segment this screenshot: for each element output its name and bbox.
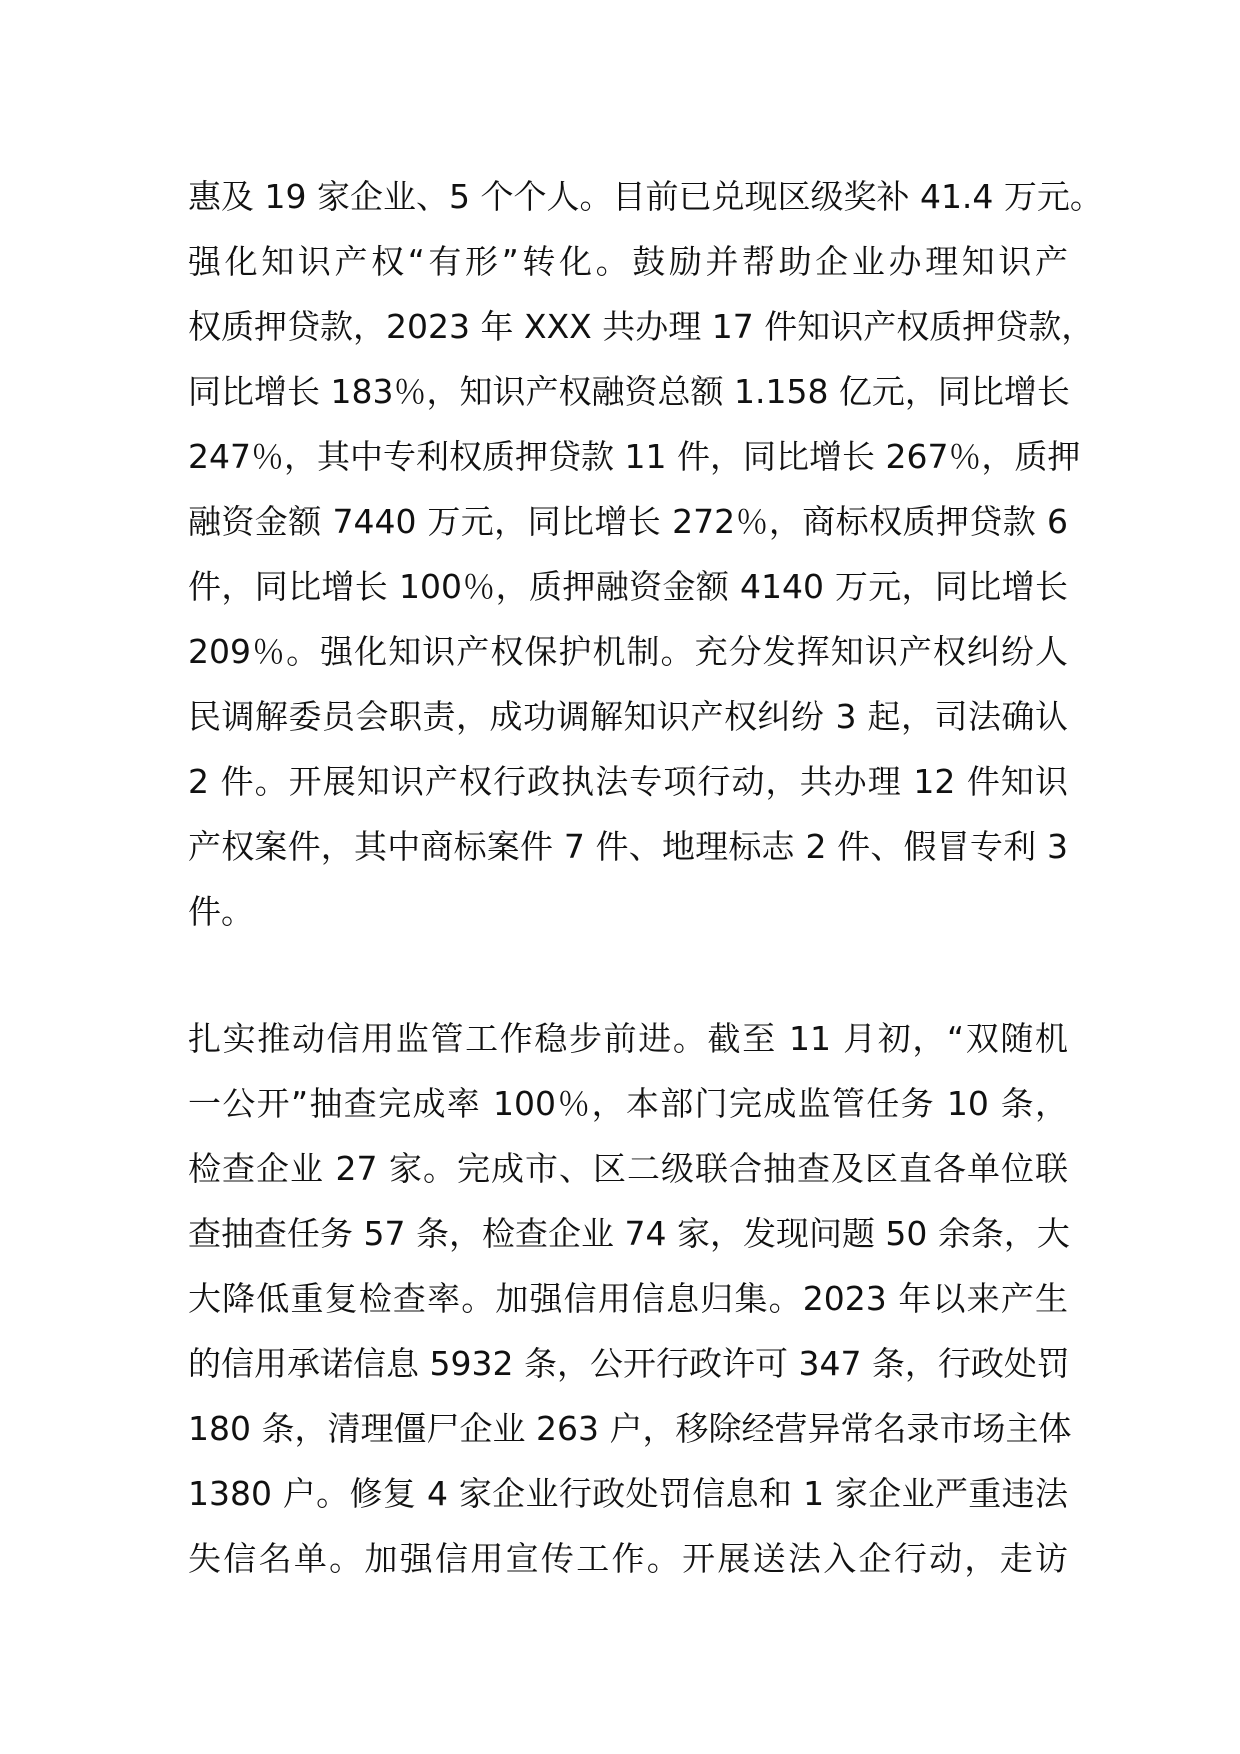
text-line: 的信用承诺信息 5932 条，公开行政许可 347 条，行政处罚 (188, 1344, 1070, 1383)
text-line: 一公开”抽查完成率 100％，本部门完成监管任务 10 条， (188, 1084, 1068, 1123)
text-line: 247％，其中专利权质押贷款 11 件，同比增长 267％，质押 (188, 437, 1081, 476)
text-line: 件。 (188, 892, 254, 931)
text-line: 查抽查任务 57 条，检查企业 74 家，发现问题 50 余条，大 (188, 1214, 1070, 1253)
text-line: 同比增长 183％，知识产权融资总额 1.158 亿元，同比增长 (188, 372, 1070, 411)
text-line: 209％。强化知识产权保护机制。充分发挥知识产权纠纷人 (188, 632, 1068, 671)
text-line: 民调解委员会职责，成功调解知识产权纠纷 3 起，司法确认 (188, 697, 1068, 736)
paragraph-credit-supervision (188, 1006, 1072, 1591)
text-line: 180 条，清理僵尸企业 263 户，移除经营异常名录市场主体 (188, 1409, 1072, 1448)
text-line: 权质押贷款，2023 年 XXX 共办理 17 件知识产权质押贷款， (188, 307, 1095, 346)
text-line: 1380 户。修复 4 家企业行政处罚信息和 1 家企业严重违法 (188, 1474, 1068, 1513)
text-line: 扎实推动信用监管工作稳步前进。截至 11 月初，“双随机 (188, 1019, 1068, 1058)
text-line: 失信名单。加强信用宣传工作。开展送法入企行动，走访 (188, 1539, 1068, 1578)
text-line: 惠及 19 家企业、5 个个人。目前已兑现区级奖补 41.4 万元。 (188, 177, 1103, 216)
text-line: 融资金额 7440 万元，同比增长 272％，商标权质押贷款 6 (188, 502, 1068, 541)
text-line: 件，同比增长 100％，质押融资金额 4140 万元，同比增长 (188, 567, 1068, 606)
text-line: 强化知识产权“有形”转化。鼓励并帮助企业办理知识产 (188, 242, 1068, 281)
text-line: 产权案件，其中商标案件 7 件、地理标志 2 件、假冒专利 3 (188, 827, 1068, 866)
text-line: 2 件。开展知识产权行政执法专项行动，共办理 12 件知识 (188, 762, 1068, 801)
paragraph-ip-work (188, 164, 1103, 944)
text-line: 大降低重复检查率。加强信用信息归集。2023 年以来产生 (188, 1279, 1068, 1318)
text-line: 检查企业 27 家。完成市、区二级联合抽查及区直各单位联 (188, 1149, 1068, 1188)
